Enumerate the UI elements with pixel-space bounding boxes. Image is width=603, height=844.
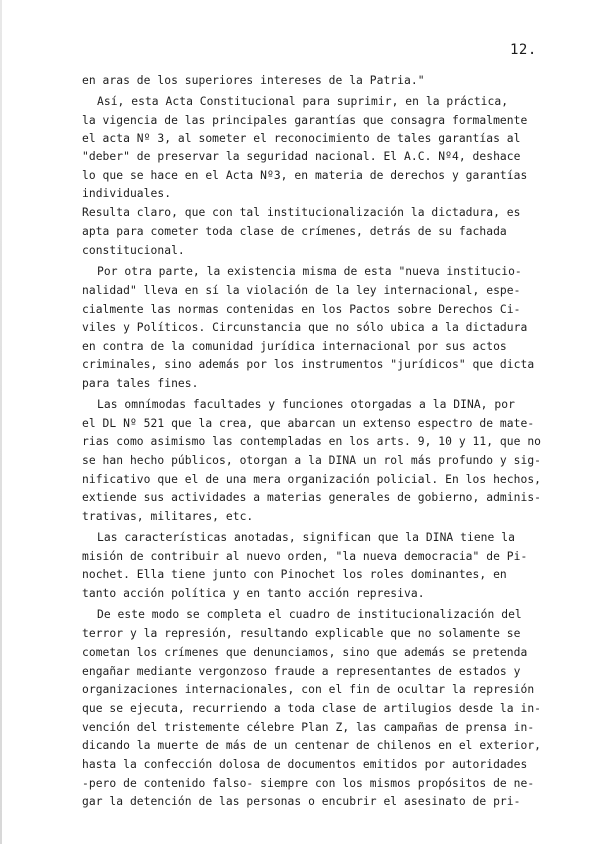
text-line: trativas, militares, etc. bbox=[82, 510, 254, 523]
text-line: criminales, sino además por los instrumentos "jurídicos" que dicta bbox=[82, 358, 535, 371]
text-line: hasta la confección dolosa de documentos emitidos por autoridades bbox=[82, 758, 528, 771]
text-line: -pero de contenido falso- siempre con los mismos propósitos de ne- bbox=[82, 777, 535, 790]
text-line: organizaciones internacionales, con el fin de ocultar la represión bbox=[82, 683, 535, 696]
text-line: nificativo que el de una mera organización policial. En los hechos, bbox=[82, 473, 542, 486]
text-line: el acta Nº 3, al someter el reconocimiento de tales garantías al bbox=[82, 132, 521, 145]
text-line: vención del tristemente célebre Plan Z, las campañas de prensa in- bbox=[82, 721, 535, 734]
text-line: viles y Políticos. Circunstancia que no sólo ubica a la dictadura bbox=[82, 321, 528, 334]
text-line: misión de contribuir al nuevo orden, "la nueva democracia" de Pi- bbox=[82, 550, 528, 563]
text-line: en contra de la comunidad jurídica internacional por sus actos bbox=[82, 340, 507, 353]
text-line: lo que se hace en el Acta Nº3, en materia de derechos y garantías bbox=[82, 169, 528, 182]
text-line: cialmente las normas contenidas en los Pactos sobre Derechos Ci- bbox=[82, 303, 521, 316]
text-line: dicando la muerte de más de un centenar de chilenos en el exterior, bbox=[82, 739, 542, 752]
text-line: en aras de los superiores intereses de la Patria." bbox=[82, 74, 425, 87]
text-line: que se ejecuta, recurriendo a toda clase de artilugios desde la in- bbox=[82, 702, 542, 715]
text-line: Resulta claro, que con tal institucionalización la dictadura, es bbox=[82, 206, 521, 219]
text-line: para tales fines. bbox=[82, 377, 199, 390]
text-line: De este modo se completa el cuadro de institucionalización del bbox=[97, 608, 522, 621]
text-line: Las omnímodas facultades y funciones otorgadas a la DINA, por bbox=[97, 398, 515, 411]
text-line: Las características anotadas, significan que la DINA tiene la bbox=[97, 531, 515, 544]
text-line: Así, esta Acta Constitucional para suprimir, en la práctica, bbox=[97, 95, 509, 108]
text-line: extiende sus actividades a materias generales de gobierno, adminis- bbox=[82, 491, 542, 504]
text-line: engañar mediante vergonzoso fraude a representantes de estados y bbox=[82, 665, 521, 678]
text-line: constitucional. bbox=[82, 244, 185, 257]
text-line: rias como asimismo las contempladas en los arts. 9, 10 y 11, que no bbox=[82, 435, 542, 448]
page-edge-shadow bbox=[0, 0, 2, 844]
text-line: "deber" de preservar la seguridad nacional. El A.C. Nº4, deshace bbox=[82, 150, 521, 163]
text-line: nalidad" lleva en sí la violación de la ley internacional, espe- bbox=[82, 284, 521, 297]
text-line: apta para cometer toda clase de crímenes, detrás de su fachada bbox=[82, 225, 507, 238]
text-line: la vigencia de las principales garantías que consagra formalmente bbox=[82, 114, 528, 127]
text-line: gar la detención de las personas o encubrir el asesinato de pri- bbox=[82, 795, 521, 808]
text-line: nochet. Ella tiene junto con Pinochet los roles dominantes, en bbox=[82, 568, 507, 581]
text-line: el DL Nº 521 que la crea, que abarcan un extenso espectro de mate- bbox=[82, 417, 535, 430]
text-line: individuales. bbox=[82, 187, 172, 200]
text-line: Por otra parte, la existencia misma de esta "nueva institucio- bbox=[97, 265, 522, 278]
page-number: 12. bbox=[510, 42, 537, 58]
text-line: terror y la represión, resultando explicable que no solamente se bbox=[82, 627, 521, 640]
text-line: cometan los crímenes que denunciamos, sino que además se pretenda bbox=[82, 646, 528, 659]
text-line: se han hecho públicos, otorgan a la DINA un rol más profundo y sig- bbox=[82, 454, 542, 467]
text-line: tanto acción política y en tanto acción represiva. bbox=[82, 587, 425, 600]
